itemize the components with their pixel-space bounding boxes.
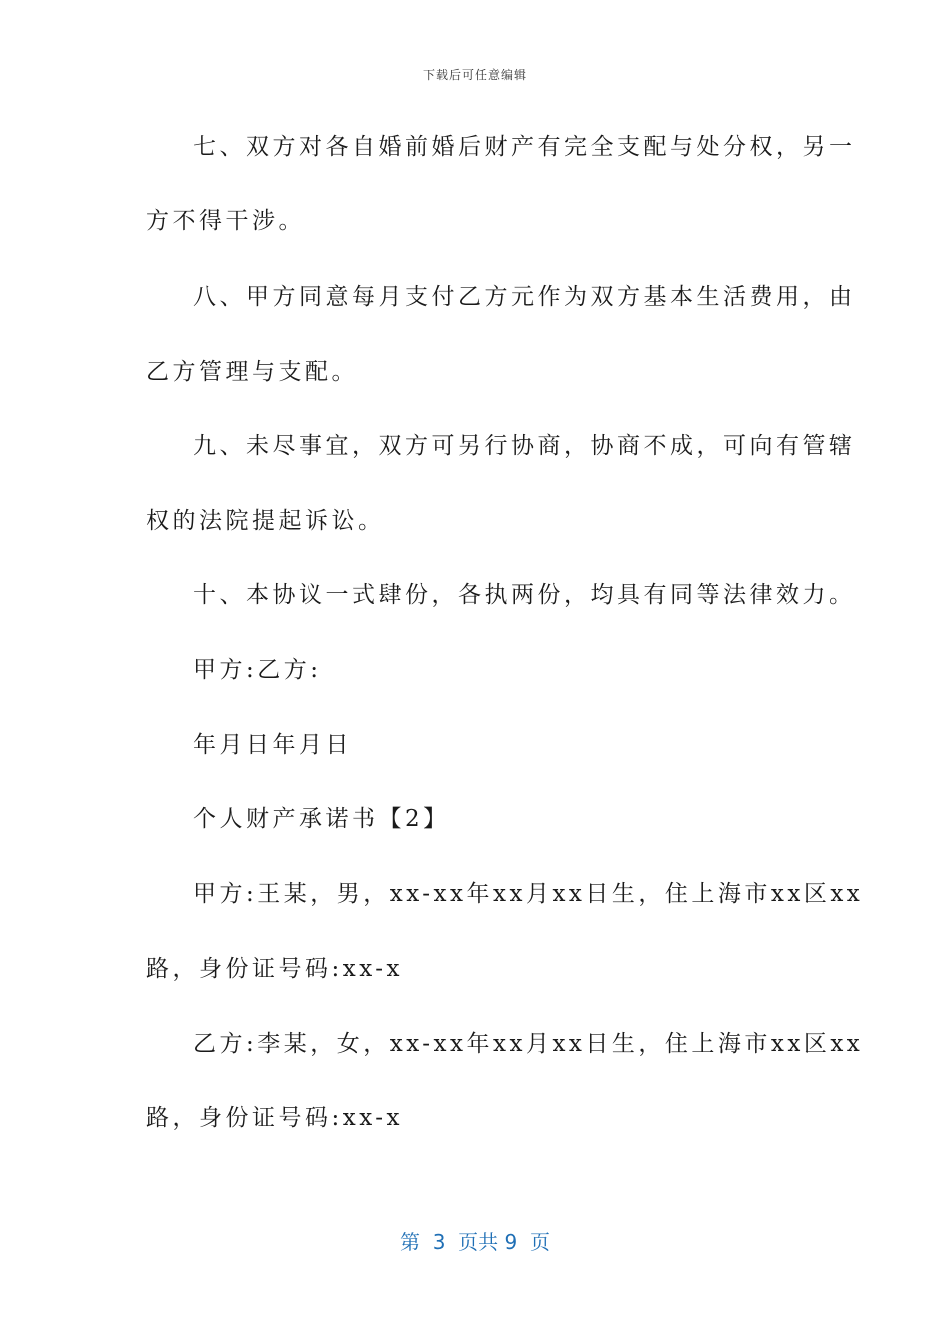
paragraph-line: 七、双方对各自婚前婚后财产有完全支配与处分权，另一 bbox=[193, 134, 856, 160]
paragraph-line: 方不得干涉。 bbox=[146, 208, 305, 234]
paragraph-line: 乙方管理与支配。 bbox=[146, 359, 358, 385]
paragraph-line: 九、未尽事宜，双方可另行协商，协商不成，可向有管辖 bbox=[193, 433, 856, 459]
paragraph-line: 路，身份证号码:xx-x bbox=[146, 1105, 404, 1131]
paragraph-line: 路，身份证号码:xx-x bbox=[146, 956, 404, 982]
section-title: 个人财产承诺书【2】 bbox=[193, 806, 450, 832]
page-header: 下载后可任意编辑 bbox=[422, 68, 527, 82]
paragraph-line: 乙方:李某，女，xx-xx年xx月xx日生，住上海市xx区xx bbox=[193, 1031, 864, 1057]
page-number-footer: 第 3 页共 9 页 bbox=[400, 1230, 550, 1254]
signature-dates: 年月日年月日 bbox=[193, 732, 352, 758]
paragraph-line: 十、本协议一式肆份，各执两份，均具有同等法律效力。 bbox=[193, 582, 856, 608]
paragraph-line: 八、甲方同意每月支付乙方元作为双方基本生活费用，由 bbox=[193, 284, 856, 310]
paragraph-line: 权的法院提起诉讼。 bbox=[146, 508, 385, 534]
paragraph-line: 甲方:王某，男，xx-xx年xx月xx日生，住上海市xx区xx bbox=[193, 881, 864, 907]
signature-parties: 甲方:乙方: bbox=[193, 657, 322, 683]
